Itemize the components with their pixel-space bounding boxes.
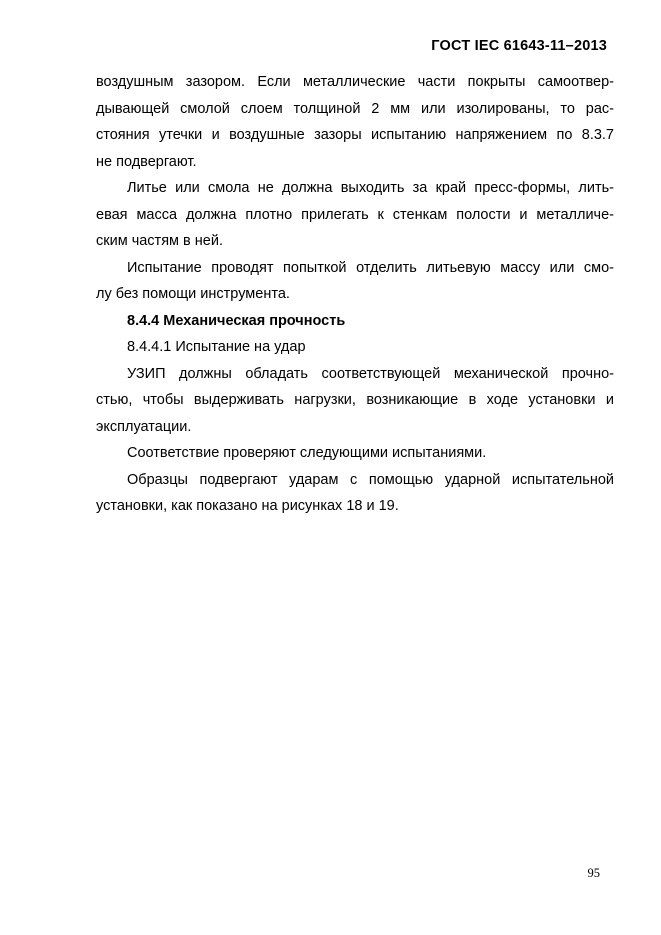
page-number: 95 [587, 866, 600, 880]
subsection-heading [96, 334, 614, 361]
text-line: эксплуатации. [96, 418, 192, 435]
text-line: Образцы подвергают ударам с помощью ударной испытательной [127, 471, 614, 488]
subsection-heading-text: 8.4.4.1 Испытание на удар [127, 339, 306, 355]
text-line: Соответствие проверяют следующими испытаниями. [127, 445, 487, 461]
text-line: стояния утечки и воздушные зазоры испытанию напряжением по 8.3.7 [96, 127, 614, 143]
paragraph-casting [96, 175, 614, 255]
text-line: Испытание проводят попыткой отделить литьевую массу или смо- [127, 259, 614, 276]
document-header: ГОСТ IEC 61643-11–2013 [431, 38, 607, 54]
paragraph-samples [96, 467, 614, 520]
text-line: установки, как показано на рисунках 18 и 19. [96, 498, 399, 514]
text-line: не подвергают. [96, 153, 197, 170]
text-line: ским частям в ней. [96, 233, 223, 249]
paragraph-strength [96, 361, 614, 441]
document-body [96, 69, 614, 520]
text-line: евая масса должна плотно прилегать к стенкам полости и металличе- [96, 206, 614, 223]
text-line: лу без помощи инструмента. [96, 286, 290, 302]
paragraph-compliance [96, 440, 614, 467]
section-heading [96, 308, 614, 335]
section-heading-text: 8.4.4 Механическая прочность [127, 312, 346, 329]
text-line: воздушным зазором. Если металлические части покрыты самоотвер- [96, 74, 614, 90]
text-line: Литье или смола не должна выходить за край пресс-формы, лить- [127, 180, 614, 196]
text-line: дывающей смолой слоем толщиной 2 мм или изолированы, то рас- [96, 100, 614, 117]
text-line: стью, чтобы выдерживать нагрузки, возникающие в ходе установки и [96, 392, 614, 408]
text-line: УЗИП должны обладать соответствующей механической прочно- [127, 365, 614, 382]
paragraph-test-method [96, 255, 614, 308]
paragraph-continuation [96, 69, 614, 175]
